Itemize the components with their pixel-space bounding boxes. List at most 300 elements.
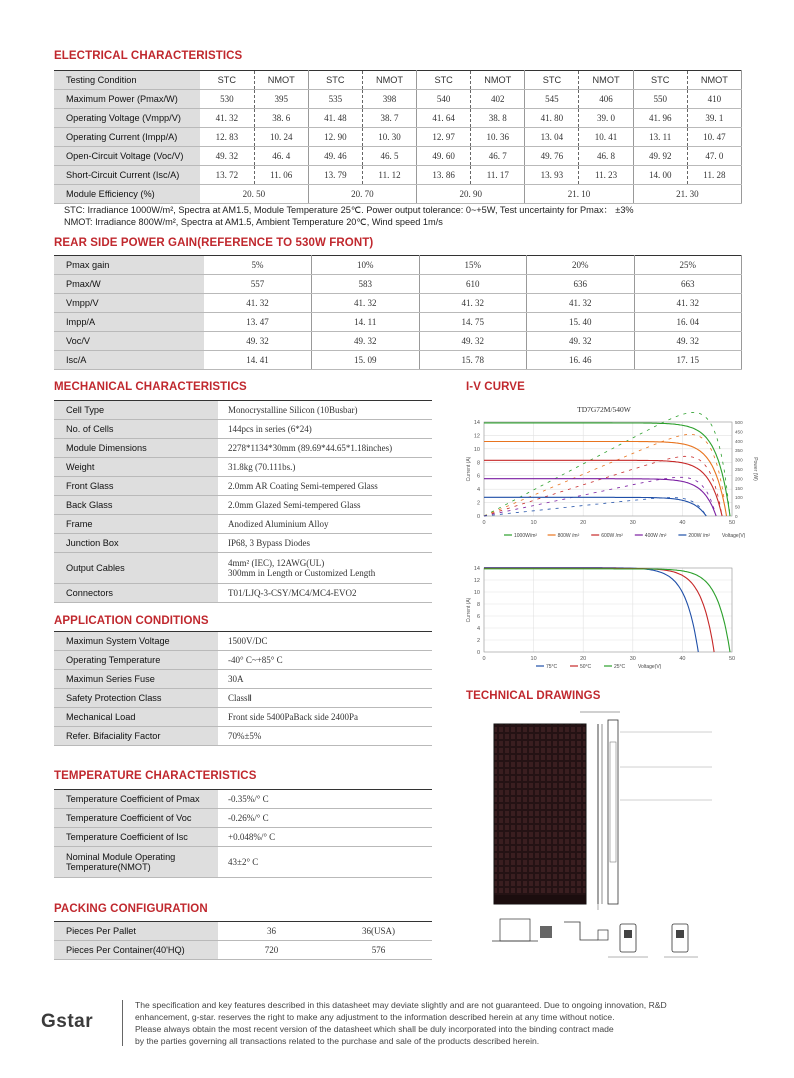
row-label-text: Weight (66, 462, 95, 472)
iv-curve-25c (484, 569, 730, 652)
cell-value: 46. 8 (579, 147, 633, 166)
row-label: Impp/A (54, 313, 204, 332)
cell-value: 49. 32 (634, 332, 742, 351)
cell-value: 15. 78 (419, 351, 527, 370)
efficiency-label: Module Efficiency (%) (54, 185, 200, 204)
row-value (218, 553, 432, 584)
rear-table (54, 255, 742, 370)
cell-value: 10% (312, 256, 420, 275)
cell-value: 41. 32 (200, 109, 254, 128)
y2-tick-label: 100 (735, 495, 743, 501)
cell-value: 36 (218, 922, 325, 941)
x-tick-label: 40 (679, 520, 686, 526)
y-tick-label: 2 (476, 500, 480, 507)
cell-value: 13. 93 (525, 166, 579, 185)
cell-value: 25% (634, 256, 742, 275)
row-label: Pieces Per Container(40'HQ) (54, 941, 218, 960)
row-label (54, 632, 218, 651)
cell-value: 583 (312, 275, 420, 294)
cell-value: 49. 76 (525, 147, 579, 166)
electrical-row (54, 109, 742, 128)
mechanical-row (54, 477, 432, 496)
cell-value: 406 (579, 90, 633, 109)
row-label (54, 708, 218, 727)
cell-value: 5% (204, 256, 312, 275)
rear-title: REAR SIDE POWER GAIN(REFERENCE TO 530W FRONT) (54, 237, 374, 249)
row-label: Voc/V (54, 332, 204, 351)
row-value-text: -40° C~+85° C (228, 655, 283, 665)
legend-label: 25°C (614, 664, 626, 670)
y-tick-label: 14 (473, 420, 480, 426)
packing-row (54, 941, 432, 960)
cell-value: 540 (417, 90, 471, 109)
row-label: Pieces Per Pallet (54, 922, 218, 941)
cell-value: 17. 15 (634, 351, 742, 370)
row-value (218, 727, 432, 746)
cell-value: 10. 36 (471, 128, 525, 147)
module-front-view (494, 724, 586, 904)
row-value (218, 584, 432, 603)
mechanical-row (54, 439, 432, 458)
chart1-title: TD7G72M/540W (577, 405, 631, 414)
row-value-text: -0.35%/° C (228, 794, 269, 804)
row-label (54, 847, 218, 878)
cell-value: 10. 30 (362, 128, 416, 147)
row-label (54, 534, 218, 553)
rear-row (54, 275, 742, 294)
technical-drawings (480, 712, 760, 972)
row-label-text: Temperature Coefficient of Voc (66, 813, 192, 823)
x-tick-label: 50 (728, 656, 736, 662)
row-value (218, 828, 432, 847)
temperature-row (54, 809, 432, 828)
x-tick-label: 10 (530, 656, 537, 662)
row-label (54, 420, 218, 439)
cell-value: 15. 40 (527, 313, 635, 332)
row-value-text: 30A (228, 674, 244, 684)
row-value-text: Anodized Aluminium Alloy (228, 519, 329, 529)
row-value (218, 515, 432, 534)
row-value (218, 632, 432, 651)
legend-axis-label: Voltage(V) (722, 533, 746, 539)
row-label (54, 689, 218, 708)
row-value-text: 144pcs in series (6*24) (228, 424, 312, 434)
iv-chart-temperature (454, 560, 754, 675)
y2-tick-label: 500 (735, 420, 743, 425)
row-value-text: -0.26%/° C (228, 813, 269, 823)
row-value-text-2: 300mm in Length or Customized Length (228, 568, 376, 578)
row-value (218, 708, 432, 727)
row-value (218, 847, 432, 878)
cell-value: 545 (525, 90, 579, 109)
column-header: NMOT (687, 71, 741, 90)
module-side-view (608, 720, 618, 904)
row-label-text: Frame (66, 519, 93, 529)
y-tick-label: 4 (476, 487, 480, 494)
application-row (54, 670, 432, 689)
row-label: Short-Circuit Current (Isc/A) (54, 166, 200, 185)
electrical-row (54, 128, 742, 147)
cell-value: 49. 32 (200, 147, 254, 166)
mechanical-row (54, 534, 432, 553)
iv-curve-50c (484, 568, 714, 652)
cell-value: 49. 32 (527, 332, 635, 351)
row-label: Isc/A (54, 351, 204, 370)
row-value (218, 534, 432, 553)
y-tick-label: 8 (476, 602, 480, 608)
cell-value: 11. 06 (254, 166, 308, 185)
application-table (54, 631, 432, 746)
application-row (54, 689, 432, 708)
cell-value: 16. 04 (634, 313, 742, 332)
cell-value: 41. 80 (525, 109, 579, 128)
plot-frame (484, 568, 732, 652)
electrical-row (54, 90, 742, 109)
cell-value: 38. 6 (254, 109, 308, 128)
electrical-header-row (54, 71, 742, 90)
cell-value: 576 (325, 941, 432, 960)
x-tick-label: 10 (530, 520, 537, 526)
x-tick-label: 20 (580, 656, 587, 662)
footer-line-2: enhancement, g-star. reserves the right to make any adjustment to the information described herein at any time without notice. (135, 1012, 615, 1022)
cell-value: 20% (527, 256, 635, 275)
row-label-text: Maximun Series Fuse (66, 674, 155, 684)
iv-curve-600wm (484, 460, 722, 516)
row-label-text: Temperature Coefficient of Isc (66, 832, 188, 842)
mechanical-row (54, 584, 432, 603)
row-label (54, 477, 218, 496)
temperature-table (54, 789, 432, 878)
y-axis-label: Current (A) (466, 456, 472, 482)
electrical-title: ELECTRICAL CHARACTERISTICS (54, 50, 243, 62)
cell-value: 720 (218, 941, 325, 960)
nmot-note: NMOT: Irradiance 800W/m², Spectra at AM1.5, Ambient Temperature 20℃, Wind speed 1m/s (64, 217, 443, 227)
cell-value: 402 (471, 90, 525, 109)
efficiency-value: 20. 50 (200, 185, 308, 204)
row-label: Pmax gain (54, 256, 204, 275)
row-label: Operating Current (Impp/A) (54, 128, 200, 147)
mechanical-table (54, 400, 432, 603)
row-value-text: ClassⅡ (228, 692, 252, 703)
packing-table (54, 921, 432, 960)
cell-value: 38. 7 (362, 109, 416, 128)
y-tick-label: 10 (473, 590, 480, 596)
y-tick-label: 6 (476, 614, 480, 620)
row-value (218, 439, 432, 458)
row-label-text: Module Dimensions (66, 443, 147, 453)
row-label (54, 809, 218, 828)
row-label (54, 727, 218, 746)
application-row (54, 727, 432, 746)
stc-note: STC: Irradiance 1000W/m², Spectra at AM1.5, Module Temperature 25℃. Power output tolerance: 0~+5W, Test uncertainty for Pmax： ±3% (64, 205, 634, 215)
row-value (218, 689, 432, 708)
row-label-text: Connectors (66, 588, 113, 598)
cell-value: 41. 32 (312, 294, 420, 313)
mechanical-row (54, 553, 432, 584)
y2-tick-label: 150 (735, 485, 743, 491)
column-header: STC (633, 71, 687, 90)
cell-value: 49. 92 (633, 147, 687, 166)
rear-row (54, 313, 742, 332)
y-tick-label: 2 (476, 638, 480, 644)
mechanical-row (54, 420, 432, 439)
cell-value: 10. 24 (254, 128, 308, 147)
cell-value: 13. 04 (525, 128, 579, 147)
cell-value: 46. 5 (362, 147, 416, 166)
row-label-text: Safety Protection Class (66, 693, 162, 703)
x-tick-label: 0 (482, 520, 486, 526)
y-tick-label: 10 (473, 446, 480, 453)
row-value-text: 2.0mm Glazed Semi-tempered Glass (228, 500, 361, 510)
cell-value: 10. 41 (579, 128, 633, 147)
row-label: Pmax/W (54, 275, 204, 294)
mechanical-row (54, 458, 432, 477)
cell-value: 11. 23 (579, 166, 633, 185)
row-value-text: 31.8kg (70.111bs.) (228, 462, 296, 472)
gstar-logo: Gstar (41, 1011, 94, 1032)
row-label (54, 515, 218, 534)
cell-value: 47. 0 (687, 147, 741, 166)
row-label (54, 651, 218, 670)
column-header: STC (525, 71, 579, 90)
y-tick-label: 14 (473, 566, 480, 572)
iv-chart-irradiance (454, 400, 758, 545)
cell-value: 10. 47 (687, 128, 741, 147)
cell-value: 13. 72 (200, 166, 254, 185)
cell-value: 557 (204, 275, 312, 294)
y2-tick-label: 300 (735, 457, 743, 463)
y2-tick-label: 200 (735, 476, 743, 482)
row-label-text: Nominal Module Operating (66, 852, 176, 862)
row-value (218, 458, 432, 477)
cell-value: 535 (308, 90, 362, 109)
efficiency-value: 20. 70 (308, 185, 416, 204)
cell-value: 41. 32 (527, 294, 635, 313)
legend-label: 600W /m² (601, 533, 623, 539)
row-label: Maximum Power (Pmax/W) (54, 90, 200, 109)
y-tick-label: 6 (476, 473, 480, 480)
row-label (54, 439, 218, 458)
row-value (218, 670, 432, 689)
plot-frame (484, 422, 732, 516)
row-value (218, 651, 432, 670)
cell-value: 14. 75 (419, 313, 527, 332)
row-label-text: Back Glass (66, 500, 113, 510)
row-label (54, 458, 218, 477)
rear-row (54, 294, 742, 313)
cell-value: 39. 0 (579, 109, 633, 128)
y-tick-label: 12 (473, 433, 480, 440)
mechanical-row (54, 515, 432, 534)
packing-row (54, 922, 432, 941)
efficiency-row (54, 185, 742, 204)
cell-value: 49. 60 (417, 147, 471, 166)
column-header: STC (200, 71, 254, 90)
cell-value: 610 (419, 275, 527, 294)
x-tick-label: 20 (580, 520, 587, 526)
rear-row (54, 351, 742, 370)
application-row (54, 708, 432, 727)
row-label (54, 790, 218, 809)
y2-tick-label: 0 (735, 514, 738, 519)
y-tick-label: 8 (476, 460, 480, 467)
legend-label: 800W /m² (557, 533, 580, 539)
row-value-text: 43±2° C (228, 857, 259, 867)
mechanical-row (54, 401, 432, 420)
row-label-text: Front Glass (66, 481, 114, 491)
iv-curve-75c (484, 568, 698, 652)
row-value-text: 2.0mm AR Coating Semi-tempered Glass (228, 481, 378, 491)
cell-value: 49. 32 (204, 332, 312, 351)
cell-value: 395 (254, 90, 308, 109)
cell-value: 530 (200, 90, 254, 109)
row-label-text-2: Temperature(NMOT) (66, 862, 151, 872)
row-value (218, 809, 432, 828)
temperature-row (54, 828, 432, 847)
power-curve (484, 477, 715, 516)
row-label: Vmpp/V (54, 294, 204, 313)
cell-value: 41. 64 (417, 109, 471, 128)
efficiency-value: 20. 90 (417, 185, 525, 204)
row-label (54, 553, 218, 584)
x-tick-label: 50 (728, 520, 736, 526)
cell-value: 39. 1 (687, 109, 741, 128)
row-label (54, 496, 218, 515)
x-tick-label: 40 (679, 656, 686, 662)
column-header: NMOT (471, 71, 525, 90)
rear-row (54, 256, 742, 275)
x-tick-label: 30 (629, 656, 636, 662)
cell-value: 41. 48 (308, 109, 362, 128)
y-axis-label: Current (A) (466, 597, 472, 623)
power-curve (484, 498, 705, 516)
electrical-table (54, 70, 742, 204)
cell-value: 46. 4 (254, 147, 308, 166)
temperature-row (54, 847, 432, 878)
x-tick-label: 0 (482, 656, 486, 662)
efficiency-value: 21. 10 (525, 185, 633, 204)
legend-label: 200W /m² (688, 533, 711, 539)
row-value (218, 477, 432, 496)
cell-value: 14. 11 (312, 313, 420, 332)
row-value (218, 401, 432, 420)
row-value-text: Front side 5400PaBack side 2400Pa (228, 712, 358, 722)
row-label (54, 828, 218, 847)
cell-value: 41. 32 (204, 294, 312, 313)
column-header: STC (308, 71, 362, 90)
mechanical-title: MECHANICAL CHARACTERISTICS (54, 381, 247, 393)
legend-axis-label: Voltage(V) (638, 664, 662, 670)
cell-value: 550 (633, 90, 687, 109)
cell-value: 14. 00 (633, 166, 687, 185)
y2-tick-label: 50 (735, 504, 741, 510)
power-curve (484, 434, 725, 516)
row-value-text: 1500V/DC (228, 636, 268, 646)
column-header: NMOT (579, 71, 633, 90)
y-tick-label: 12 (473, 578, 480, 584)
y2-tick-label: 400 (735, 438, 743, 444)
packing-title: PACKING CONFIGURATION (54, 903, 208, 915)
cell-value: 46. 7 (471, 147, 525, 166)
y2-tick-label: 250 (735, 467, 743, 472)
drawings-title: TECHNICAL DRAWINGS (466, 690, 601, 702)
row-label (54, 401, 218, 420)
row-label-text: Maximun System Voltage (66, 636, 170, 646)
column-header: STC (417, 71, 471, 90)
cell-value: 49. 32 (419, 332, 527, 351)
temperature-title: TEMPERATURE CHARACTERISTICS (54, 770, 257, 782)
cell-value: 410 (687, 90, 741, 109)
y2-tick-label: 350 (735, 448, 743, 454)
y-tick-label: 0 (476, 514, 480, 520)
application-row (54, 632, 432, 651)
iv-curve-200wm (484, 497, 706, 516)
row-label-text: Refer. Bifaciality Factor (66, 731, 161, 741)
cell-value: 49. 46 (308, 147, 362, 166)
row-value (218, 420, 432, 439)
row-label-text: Operating Temperature (66, 655, 161, 665)
row-label: Open-Circuit Voltage (Voc/V) (54, 147, 200, 166)
x-tick-label: 30 (629, 520, 636, 526)
row-label (54, 670, 218, 689)
y-tick-label: 4 (476, 626, 480, 632)
row-value (218, 496, 432, 515)
row-value-text: +0.048%/° C (228, 832, 276, 842)
column-header: NMOT (254, 71, 308, 90)
application-row (54, 651, 432, 670)
row-label-text: Mechanical Load (66, 712, 136, 722)
section-details (492, 919, 698, 957)
footer-divider (122, 1000, 123, 1046)
row-label-text: Temperature Coefficient of Pmax (66, 794, 200, 804)
cell-value: 11. 17 (471, 166, 525, 185)
legend-label: 400W /m² (644, 533, 667, 539)
iv-title: I-V CURVE (466, 381, 525, 393)
power-curve (484, 456, 722, 516)
application-title: APPLICATION CONDITIONS (54, 615, 209, 627)
rear-row (54, 332, 742, 351)
cell-value: 15. 09 (312, 351, 420, 370)
cell-value: 12. 90 (308, 128, 362, 147)
cell-value: 13. 86 (417, 166, 471, 185)
row-label-text: Cell Type (66, 405, 105, 415)
cell-value: 15% (419, 256, 527, 275)
cell-value: 398 (362, 90, 416, 109)
cell-value: 11. 28 (687, 166, 741, 185)
cell-value: 49. 32 (312, 332, 420, 351)
cell-value: 38. 8 (471, 109, 525, 128)
row-value-text: IP68, 3 Bypass Diodes (228, 538, 311, 548)
row-value-text: 4mm² (IEC), 12AWG(UL) (228, 558, 325, 568)
row-label (54, 584, 218, 603)
cell-value: 13. 47 (204, 313, 312, 332)
row-value (218, 790, 432, 809)
column-header: NMOT (362, 71, 416, 90)
efficiency-value: 21. 30 (633, 185, 741, 204)
row-label-text: Output Cables (66, 563, 125, 573)
row-label-text: No. of Cells (66, 424, 114, 434)
electrical-row (54, 147, 742, 166)
footer-line-3: Please always obtain the most recent version of the datasheet which shall be duly incorporated into the binding contract made (135, 1024, 614, 1034)
cell-value: 41. 96 (633, 109, 687, 128)
legend-label: 1000W/m² (514, 533, 538, 539)
legend-label: 50°C (580, 664, 592, 670)
cell-value: 13. 79 (308, 166, 362, 185)
row-value-text: T01/LJQ-3-CSY/MC4/MC4-EVO2 (228, 588, 357, 598)
row-value-text: 70%±5% (228, 731, 262, 741)
cell-value: 41. 32 (419, 294, 527, 313)
cell-value: 11. 12 (362, 166, 416, 185)
